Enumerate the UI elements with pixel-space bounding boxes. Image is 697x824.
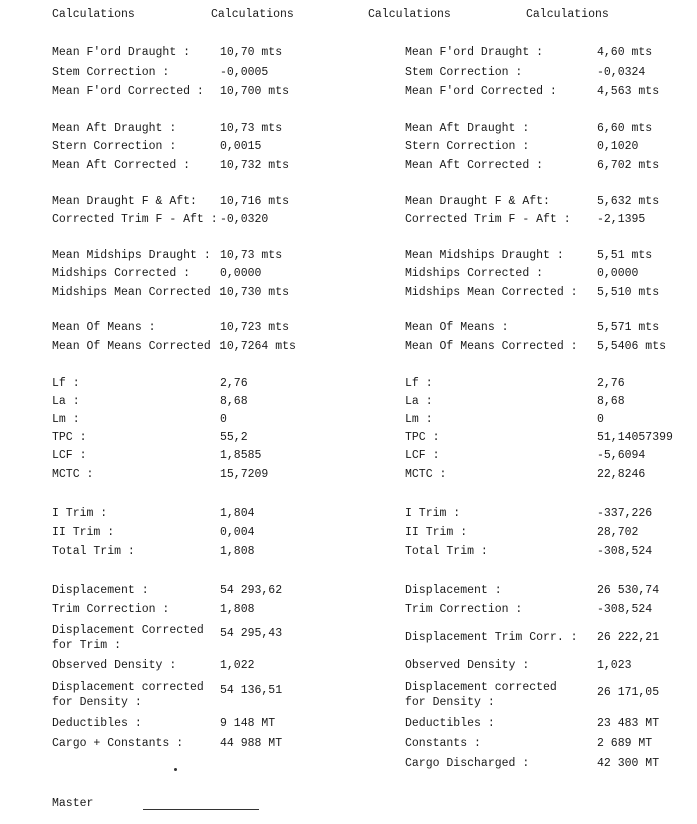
left-row-value: 1,8585 (220, 449, 262, 462)
left-row-value: 10,700 mts (220, 85, 290, 98)
left-row-label: Midships Mean Corrected : (52, 286, 225, 299)
right-row-value: 26 222,21 (597, 631, 660, 644)
left-row-label: Mean Aft Draught : (52, 122, 177, 135)
left-row-label: Total Trim : (52, 545, 135, 558)
left-row-label: Observed Density : (52, 659, 177, 672)
right-row-label: Deductibles : (405, 717, 495, 730)
right-row-value: 5,51 mts (597, 249, 653, 262)
left-row-label: Mean F'ord Corrected : (52, 85, 204, 98)
ink-dot (174, 768, 177, 771)
left-row-value: 10,716 mts (220, 195, 290, 208)
left-row-label: TPC : (52, 431, 87, 444)
left-row-label: Displacement Corrected for Trim : (52, 624, 204, 652)
left-row-label: Mean Draught F & Aft: (52, 195, 197, 208)
left-row-label: Trim Correction : (52, 603, 170, 616)
left-row-label: Stem Correction : (52, 66, 170, 79)
right-row-value: 8,68 (597, 395, 625, 408)
left-row-label: MCTC : (52, 468, 94, 481)
right-row-label: Displacement Trim Corr. : (405, 631, 578, 644)
right-row-label: Mean Aft Corrected : (405, 159, 544, 172)
right-row-value: -308,524 (597, 545, 653, 558)
right-row-value: 42 300 MT (597, 757, 660, 770)
header-calculations-3: Calculations (368, 8, 451, 21)
left-row-value: 1,808 (220, 545, 255, 558)
right-row-label: Mean Of Means : (405, 321, 509, 334)
left-row-value: 0,0015 (220, 140, 262, 153)
left-row-value: 10,7264 mts (220, 340, 296, 353)
right-row-value: 4,563 mts (597, 85, 660, 98)
signature-line (143, 809, 259, 810)
left-row-value: 8,68 (220, 395, 248, 408)
right-row-label: Mean Midships Draught : (405, 249, 564, 262)
right-row-value: 2 689 MT (597, 737, 653, 750)
left-row-label: Displacement corrected for Density : (52, 681, 204, 709)
right-row-label: II Trim : (405, 526, 468, 539)
left-row-value: 10,730 mts (220, 286, 290, 299)
right-row-value: 26 530,74 (597, 584, 660, 597)
right-row-value: 0,0000 (597, 267, 639, 280)
right-row-label: Midships Corrected : (405, 267, 544, 280)
left-row-value: 1,804 (220, 507, 255, 520)
right-row-label: Midships Mean Corrected : (405, 286, 578, 299)
left-row-value: 10,70 mts (220, 46, 283, 59)
right-row-label: LCF : (405, 449, 440, 462)
left-row-value: 1,022 (220, 659, 255, 672)
right-row-label: Stern Correction : (405, 140, 530, 153)
left-row-label: Mean Aft Corrected : (52, 159, 191, 172)
right-row-label: Observed Density : (405, 659, 530, 672)
right-row-value: 5,632 mts (597, 195, 660, 208)
right-row-label: Mean Aft Draught : (405, 122, 530, 135)
right-row-label: Stem Correction : (405, 66, 523, 79)
right-row-label: Mean F'ord Corrected : (405, 85, 557, 98)
right-row-label: Trim Correction : (405, 603, 523, 616)
right-row-value: -0,0324 (597, 66, 646, 79)
right-row-label: Constants : (405, 737, 481, 750)
left-row-value: 0,0000 (220, 267, 262, 280)
left-row-label: Displacement : (52, 584, 149, 597)
left-row-label: Mean F'ord Draught : (52, 46, 191, 59)
right-row-value: -308,524 (597, 603, 653, 616)
left-row-value: 1,808 (220, 603, 255, 616)
right-row-label: Corrected Trim F - Aft : (405, 213, 571, 226)
left-row-label: Stern Correction : (52, 140, 177, 153)
left-row-value: 10,73 mts (220, 122, 283, 135)
right-row-value: 23 483 MT (597, 717, 660, 730)
right-row-label: I Trim : (405, 507, 461, 520)
left-row-value: 10,723 mts (220, 321, 290, 334)
right-row-value: 2,76 (597, 377, 625, 390)
left-row-label: Mean Of Means : (52, 321, 156, 334)
right-row-label: Mean Draught F & Aft: (405, 195, 550, 208)
right-row-value: 5,571 mts (597, 321, 660, 334)
left-row-label: LCF : (52, 449, 87, 462)
right-row-value: -5,6094 (597, 449, 646, 462)
right-row-value: -337,226 (597, 507, 653, 520)
right-row-value: 26 171,05 (597, 686, 660, 699)
right-row-label: Lm : (405, 413, 433, 426)
right-row-value: 1,023 (597, 659, 632, 672)
right-row-value: 6,60 mts (597, 122, 653, 135)
left-row-label: Mean Of Means Corrected : (52, 340, 225, 353)
right-row-value: 28,702 (597, 526, 639, 539)
left-row-label: Deductibles : (52, 717, 142, 730)
left-row-value: 10,732 mts (220, 159, 290, 172)
right-row-value: 22,8246 (597, 468, 646, 481)
master-label: Master (52, 797, 94, 810)
left-row-value: 2,76 (220, 377, 248, 390)
right-row-value: 0,1020 (597, 140, 639, 153)
left-row-value: -0,0320 (220, 213, 269, 226)
left-row-value: 15,7209 (220, 468, 269, 481)
left-row-value: 44 988 MT (220, 737, 283, 750)
left-row-label: II Trim : (52, 526, 115, 539)
left-row-label: Mean Midships Draught : (52, 249, 211, 262)
right-row-label: Lf : (405, 377, 433, 390)
left-row-label: Lm : (52, 413, 80, 426)
right-row-value: -2,1395 (597, 213, 646, 226)
header-calculations-1: Calculations (52, 8, 135, 21)
right-row-value: 5,5406 mts (597, 340, 667, 353)
right-row-label: Mean F'ord Draught : (405, 46, 544, 59)
left-row-value: 0,004 (220, 526, 255, 539)
left-row-value: -0,0005 (220, 66, 269, 79)
header-calculations-2: Calculations (211, 8, 294, 21)
right-row-label: TPC : (405, 431, 440, 444)
right-row-value: 6,702 mts (597, 159, 660, 172)
right-row-label: Displacement : (405, 584, 502, 597)
right-row-label: Cargo Discharged : (405, 757, 530, 770)
right-row-label: Displacement corrected for Density : (405, 681, 557, 709)
left-row-label: Cargo + Constants : (52, 737, 184, 750)
right-row-value: 4,60 mts (597, 46, 653, 59)
left-row-value: 54 295,43 (220, 627, 283, 640)
left-row-value: 54 136,51 (220, 684, 283, 697)
left-row-value: 54 293,62 (220, 584, 283, 597)
right-row-value: 51,14057399 (597, 431, 673, 444)
left-row-label: Midships Corrected : (52, 267, 191, 280)
left-row-value: 0 (220, 413, 227, 426)
right-row-label: Total Trim : (405, 545, 488, 558)
left-row-value: 10,73 mts (220, 249, 283, 262)
right-row-label: MCTC : (405, 468, 447, 481)
right-row-label: La : (405, 395, 433, 408)
right-row-label: Mean Of Means Corrected : (405, 340, 578, 353)
right-row-value: 0 (597, 413, 604, 426)
left-row-value: 55,2 (220, 431, 248, 444)
header-calculations-4: Calculations (526, 8, 609, 21)
left-row-value: 9 148 MT (220, 717, 276, 730)
left-row-label: I Trim : (52, 507, 108, 520)
right-row-value: 5,510 mts (597, 286, 660, 299)
left-row-label: Corrected Trim F - Aft : (52, 213, 218, 226)
left-row-label: La : (52, 395, 80, 408)
left-row-label: Lf : (52, 377, 80, 390)
